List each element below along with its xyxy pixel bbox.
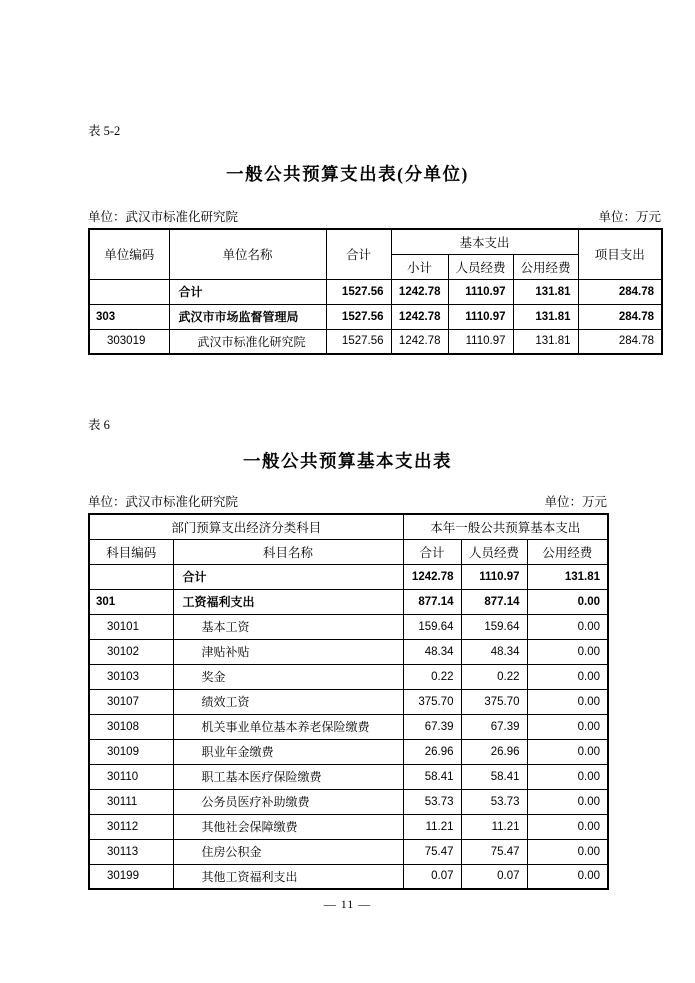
total-cell: 58.41 [403, 764, 461, 789]
personnel-cell: 1110.97 [448, 304, 513, 329]
personnel-cell: 26.96 [461, 739, 527, 764]
table-row [89, 839, 608, 864]
personnel-cell: 0.07 [461, 864, 527, 889]
total-cell: 375.70 [403, 689, 461, 714]
personnel-cell: 11.21 [461, 814, 527, 839]
public-cell: 0.00 [527, 639, 608, 664]
public-cell: 0.00 [527, 814, 608, 839]
col-public: 公用经费 [513, 254, 578, 279]
unit-code-cell: 303 [89, 304, 169, 329]
table-row [89, 714, 608, 739]
col-subject-code: 科目编码 [89, 539, 173, 564]
table-row [89, 764, 608, 789]
unit-name-cell: 武汉市市场监督管理局 [169, 304, 326, 329]
subject-name-cell: 奖金 [173, 664, 403, 689]
public-cell: 0.00 [527, 739, 608, 764]
col-unit-code: 单位编码 [89, 229, 169, 279]
col-total: 合计 [403, 539, 461, 564]
table-5-2-unit-left: 单位：武汉市标准化研究院 [88, 210, 239, 224]
personnel-cell: 58.41 [461, 764, 527, 789]
total-cell: 26.96 [403, 739, 461, 764]
subject-code-cell: 30199 [89, 864, 173, 889]
personnel-cell: 375.70 [461, 689, 527, 714]
subject-name-cell: 其他社会保障缴费 [173, 814, 403, 839]
table-row [89, 639, 608, 664]
subject-code-cell: 301 [89, 589, 173, 614]
personnel-cell: 67.39 [461, 714, 527, 739]
public-cell: 0.00 [527, 764, 608, 789]
personnel-cell: 75.47 [461, 839, 527, 864]
subject-name-cell: 工资福利支出 [173, 589, 403, 614]
public-cell: 0.00 [527, 614, 608, 639]
table-5-2-unit-row [88, 207, 661, 225]
subject-code-cell: 30102 [89, 639, 173, 664]
col-unit-name: 单位名称 [169, 229, 326, 279]
unit-code-cell: 303019 [89, 329, 169, 354]
personnel-cell: 1110.97 [448, 329, 513, 354]
unit-code-cell [89, 279, 169, 304]
table-row [89, 614, 608, 639]
public-cell: 0.00 [527, 839, 608, 864]
subject-code-cell: 30110 [89, 764, 173, 789]
col-personnel: 人员经费 [461, 539, 527, 564]
personnel-cell: 1110.97 [461, 564, 527, 589]
subject-name-cell: 绩效工资 [173, 689, 403, 714]
subject-code-cell: 30107 [89, 689, 173, 714]
project-cell: 284.78 [578, 329, 662, 354]
personnel-cell: 0.22 [461, 664, 527, 689]
personnel-cell: 48.34 [461, 639, 527, 664]
personnel-cell: 159.64 [461, 614, 527, 639]
table-row [89, 279, 662, 304]
col-public: 公用经费 [527, 539, 608, 564]
table-row [89, 304, 662, 329]
table-5-2-title: 一般公共预算支出表(分单位) [226, 164, 469, 184]
public-cell: 0.00 [527, 789, 608, 814]
subject-code-cell: 30103 [89, 664, 173, 689]
col-personnel: 人员经费 [448, 254, 513, 279]
subtotal-cell: 1242.78 [391, 329, 448, 354]
public-cell: 0.00 [527, 714, 608, 739]
subject-name-cell: 合计 [173, 564, 403, 589]
subject-code-cell: 30111 [89, 789, 173, 814]
subject-name-cell: 其他工资福利支出 [173, 864, 403, 889]
subtotal-cell: 1242.78 [391, 279, 448, 304]
project-cell: 284.78 [578, 279, 662, 304]
subject-name-cell: 职工基本医疗保险缴费 [173, 764, 403, 789]
table-row [89, 589, 608, 614]
col-category-group: 部门预算支出经济分类科目 [89, 514, 403, 539]
public-cell: 0.00 [527, 864, 608, 889]
col-project-expenditure: 项目支出 [578, 229, 662, 279]
total-cell: 1527.56 [326, 279, 391, 304]
table-6-unit-right: 单位：万元 [544, 495, 607, 509]
total-cell: 1527.56 [326, 329, 391, 354]
table-row [89, 739, 608, 764]
unit-name-cell: 合计 [169, 279, 326, 304]
subject-code-cell: 30108 [89, 714, 173, 739]
subject-name-cell: 住房公积金 [173, 839, 403, 864]
subject-name-cell: 公务员医疗补助缴费 [173, 789, 403, 814]
subject-name-cell: 津贴补贴 [173, 639, 403, 664]
subject-code-cell: 30113 [89, 839, 173, 864]
table-row [89, 789, 608, 814]
basic-expenditure-table [88, 513, 609, 890]
personnel-cell: 53.73 [461, 789, 527, 814]
table-6-title: 一般公共预算基本支出表 [243, 451, 452, 471]
subtotal-cell: 1242.78 [391, 304, 448, 329]
total-cell: 75.47 [403, 839, 461, 864]
total-cell: 11.21 [403, 814, 461, 839]
subject-code-cell: 30112 [89, 814, 173, 839]
public-cell: 131.81 [513, 329, 578, 354]
total-cell: 0.22 [403, 664, 461, 689]
unit-name-cell: 武汉市标准化研究院 [169, 329, 326, 354]
public-cell: 131.81 [527, 564, 608, 589]
table-row [89, 689, 608, 714]
public-cell: 131.81 [513, 279, 578, 304]
subject-name-cell: 机关事业单位基本养老保险缴费 [173, 714, 403, 739]
col-subject-name: 科目名称 [173, 539, 403, 564]
table-5-2-unit-right: 单位：万元 [598, 210, 661, 224]
table-row [89, 329, 662, 354]
subject-name-cell: 基本工资 [173, 614, 403, 639]
col-basic-expenditure-group: 基本支出 [391, 229, 578, 254]
personnel-cell: 1110.97 [448, 279, 513, 304]
table-5-2-label: 表 5-2 [88, 124, 121, 138]
table-row [89, 864, 608, 889]
total-cell: 48.34 [403, 639, 461, 664]
public-cell: 0.00 [527, 589, 608, 614]
header-row-1 [89, 514, 608, 539]
public-cell: 0.00 [527, 664, 608, 689]
header-row-2 [89, 539, 608, 564]
project-cell: 284.78 [578, 304, 662, 329]
total-cell: 0.07 [403, 864, 461, 889]
table-row [89, 564, 608, 589]
total-cell: 1527.56 [326, 304, 391, 329]
budget-expenditure-by-unit-table [88, 228, 663, 355]
table-6-unit-row [88, 492, 607, 510]
total-cell: 53.73 [403, 789, 461, 814]
table-row [89, 814, 608, 839]
table-6-label: 表 6 [88, 418, 110, 432]
total-cell: 877.14 [403, 589, 461, 614]
public-cell: 0.00 [527, 689, 608, 714]
table-row [89, 664, 608, 689]
total-cell: 159.64 [403, 614, 461, 639]
subject-code-cell: 30109 [89, 739, 173, 764]
col-subtotal: 小计 [391, 254, 448, 279]
public-cell: 131.81 [513, 304, 578, 329]
subject-code-cell: 30101 [89, 614, 173, 639]
subject-name-cell: 职业年金缴费 [173, 739, 403, 764]
page-number: — 11 — [323, 897, 372, 911]
table-6-unit-left: 单位：武汉市标准化研究院 [88, 495, 239, 509]
total-cell: 67.39 [403, 714, 461, 739]
header-row-1 [89, 229, 662, 254]
subject-code-cell [89, 564, 173, 589]
total-cell: 1242.78 [403, 564, 461, 589]
col-total: 合计 [326, 229, 391, 279]
personnel-cell: 877.14 [461, 589, 527, 614]
col-amount-group: 本年一般公共预算基本支出 [403, 514, 608, 539]
